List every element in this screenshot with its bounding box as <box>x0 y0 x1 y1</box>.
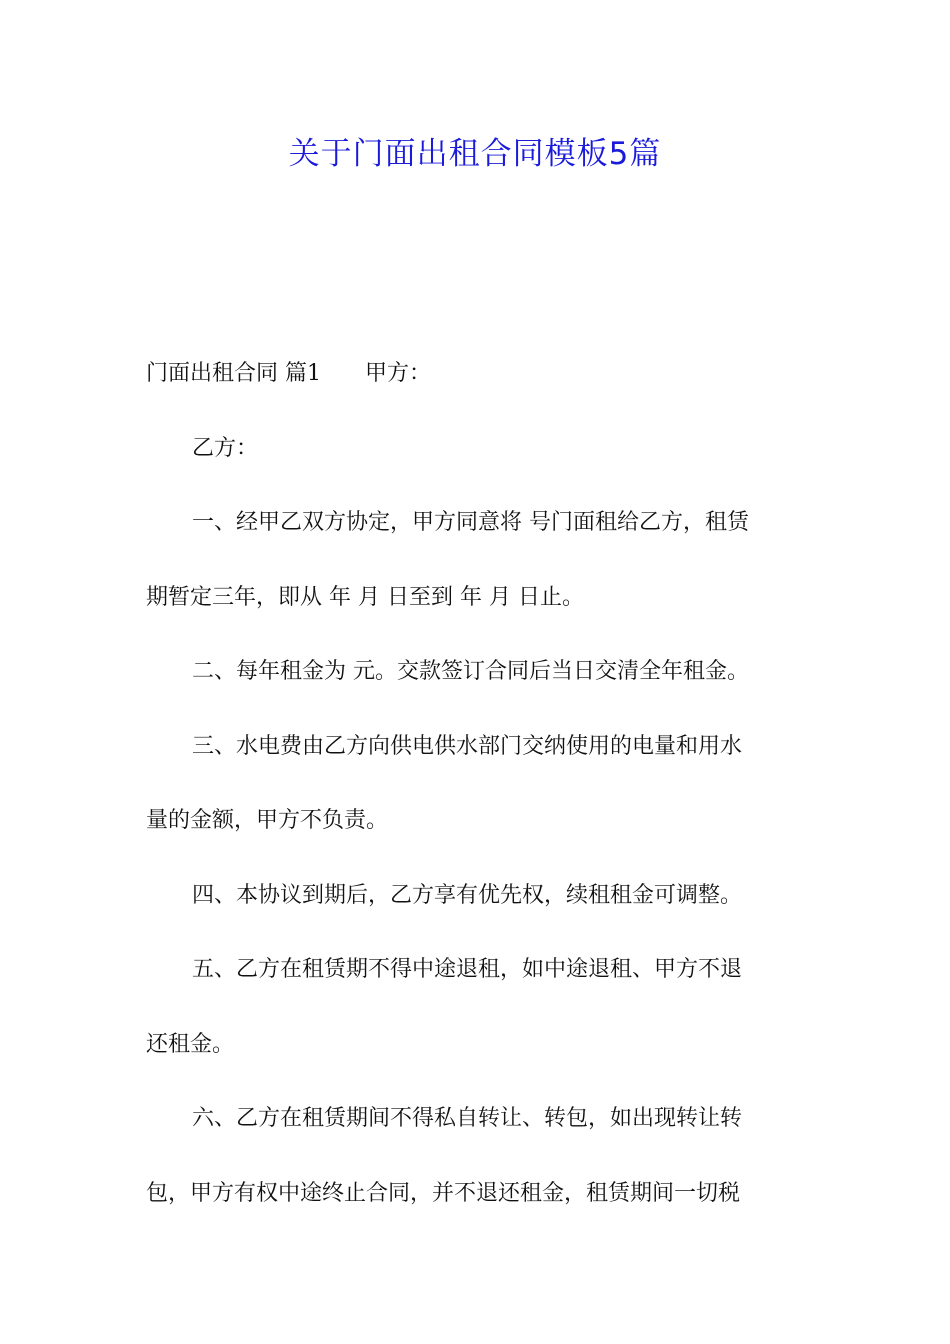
section-heading-line <box>146 337 806 412</box>
paragraph-line: 还租金。 <box>146 1031 235 1057</box>
paragraph-line: 三、水电费由乙方向供电供水部门交纳使用的电量和用水 <box>192 733 743 759</box>
section-heading: 门面出租合同 篇1 <box>146 361 321 386</box>
paragraph-line: 五、乙方在租赁期不得中途退租，如中途退租、甲方不退 <box>192 957 743 982</box>
paragraph-line: 期暂定三年，即从 年 月 日至到 年 月 日止。 <box>146 584 584 610</box>
paragraph-line: 四、本协议到期后，乙方享有优先权，续租租金可调整。 <box>192 882 743 908</box>
paragraph-line: 二、每年租金为 元。交款签订合同后当日交清全年租金。 <box>192 659 749 684</box>
document-body <box>146 337 806 1231</box>
paragraph-line: 乙方： <box>192 435 259 461</box>
party-a-label: 甲方： <box>365 361 432 386</box>
document-title: 关于门面出租合同模板5篇 <box>288 136 662 172</box>
paragraph-line: 包，甲方有权中途终止合同，并不退还租金，租赁期间一切税 <box>146 1180 741 1206</box>
paragraph-line: 一、经甲乙双方协定，甲方同意将 号门面租给乙方，租赁 <box>192 510 749 535</box>
paragraph-line: 量的金额，甲方不负责。 <box>146 808 389 833</box>
paragraph-line: 六、乙方在租赁期间不得私自转让、转包，如出现转让转 <box>192 1106 743 1131</box>
